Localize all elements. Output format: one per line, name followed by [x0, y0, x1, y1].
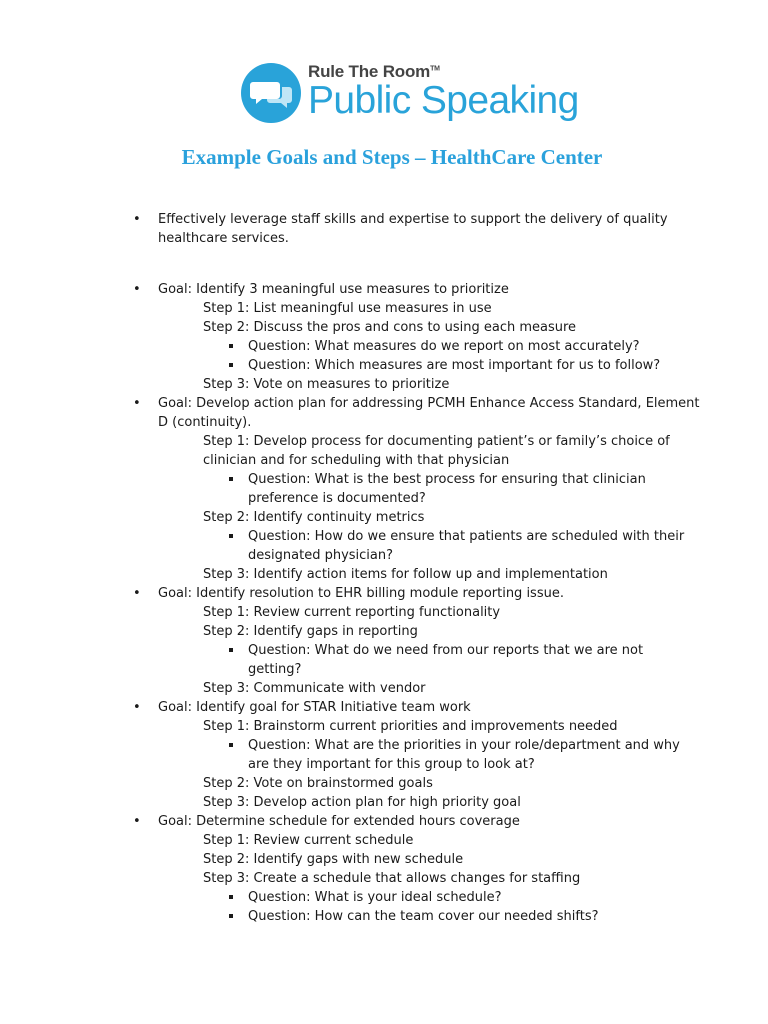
square-bullet-icon [229, 534, 233, 538]
speech-bubbles-logo-icon [240, 62, 302, 124]
goal-text: D (continuity). [158, 415, 252, 430]
logo-main-text: Public Speaking [308, 79, 579, 122]
step-text: Step 1: Review current reporting functionality [203, 605, 501, 620]
square-bullet-icon [229, 743, 233, 747]
question-text: Question: What measures do we report on most accurately? [248, 339, 640, 354]
goal-text: Goal: Identify 3 meaningful use measures to prioritize [158, 282, 509, 297]
step-text: Step 3: Develop action plan for high priority goal [203, 795, 521, 810]
goal-text: Goal: Determine schedule for extended hours coverage [158, 814, 520, 829]
square-bullet-icon [229, 914, 233, 918]
step-text: Step 3: Identify action items for follow up and implementation [203, 567, 608, 582]
goal-text: Goal: Identify goal for STAR Initiative team work [158, 700, 471, 715]
logo-top-text: Rule The Room™ [308, 62, 440, 81]
step-text: Step 3: Communicate with vendor [203, 681, 426, 696]
question-text: Question: How do we ensure that patients are scheduled with their [248, 529, 685, 544]
bullet-icon: • [133, 212, 141, 227]
step-text: Step 1: Review current schedule [203, 833, 414, 848]
step-text: Step 3: Vote on measures to prioritize [203, 377, 450, 392]
square-bullet-icon [229, 895, 233, 899]
square-bullet-icon [229, 363, 233, 367]
step-text: Step 1: Brainstorm current priorities and improvements needed [203, 719, 618, 734]
bullet-icon: • [133, 282, 141, 297]
step-text: Step 2: Identify gaps with new schedule [203, 852, 464, 867]
question-text: Question: What is the best process for ensuring that clinician [248, 472, 646, 487]
square-bullet-icon [229, 477, 233, 481]
square-bullet-icon [229, 648, 233, 652]
bullet-icon: • [133, 814, 141, 829]
square-bullet-icon [229, 344, 233, 348]
question-text: preference is documented? [248, 491, 426, 506]
goal-text: Goal: Identify resolution to EHR billing module reporting issue. [158, 586, 564, 601]
step-text: Step 1: Develop process for documenting patient’s or family’s choice of [203, 434, 670, 449]
question-text: designated physician? [248, 548, 394, 563]
question-text: Question: What are the priorities in your role/department and why [248, 738, 680, 753]
step-text: Step 2: Discuss the pros and cons to using each measure [203, 320, 577, 335]
question-text: getting? [248, 662, 302, 677]
page-title: Example Goals and Steps – HealthCare Center [181, 145, 603, 169]
step-text: Step 2: Identify gaps in reporting [203, 624, 418, 639]
question-text: Question: Which measures are most important for us to follow? [248, 358, 661, 373]
bullet-icon: • [133, 700, 141, 715]
bullet-icon: • [133, 586, 141, 601]
intro-text: Effectively leverage staff skills and expertise to support the delivery of quality [158, 212, 668, 227]
question-text: Question: What is your ideal schedule? [248, 890, 502, 905]
step-text: Step 2: Vote on brainstormed goals [203, 776, 433, 791]
step-text: Step 3: Create a schedule that allows changes for staffing [203, 871, 581, 886]
question-text: are they important for this group to look at? [248, 757, 535, 772]
step-text: Step 2: Identify continuity metrics [203, 510, 425, 525]
step-text: Step 1: List meaningful use measures in use [203, 301, 492, 316]
logo [240, 58, 579, 130]
bullet-icon: • [133, 396, 141, 411]
step-text: clinician and for scheduling with that physician [203, 453, 510, 468]
intro-text: healthcare services. [158, 231, 289, 246]
question-text: Question: What do we need from our reports that we are not [248, 643, 644, 658]
goal-text: Goal: Develop action plan for addressing PCMH Enhance Access Standard, Element [158, 396, 700, 411]
question-text: Question: How can the team cover our needed shifts? [248, 909, 599, 924]
